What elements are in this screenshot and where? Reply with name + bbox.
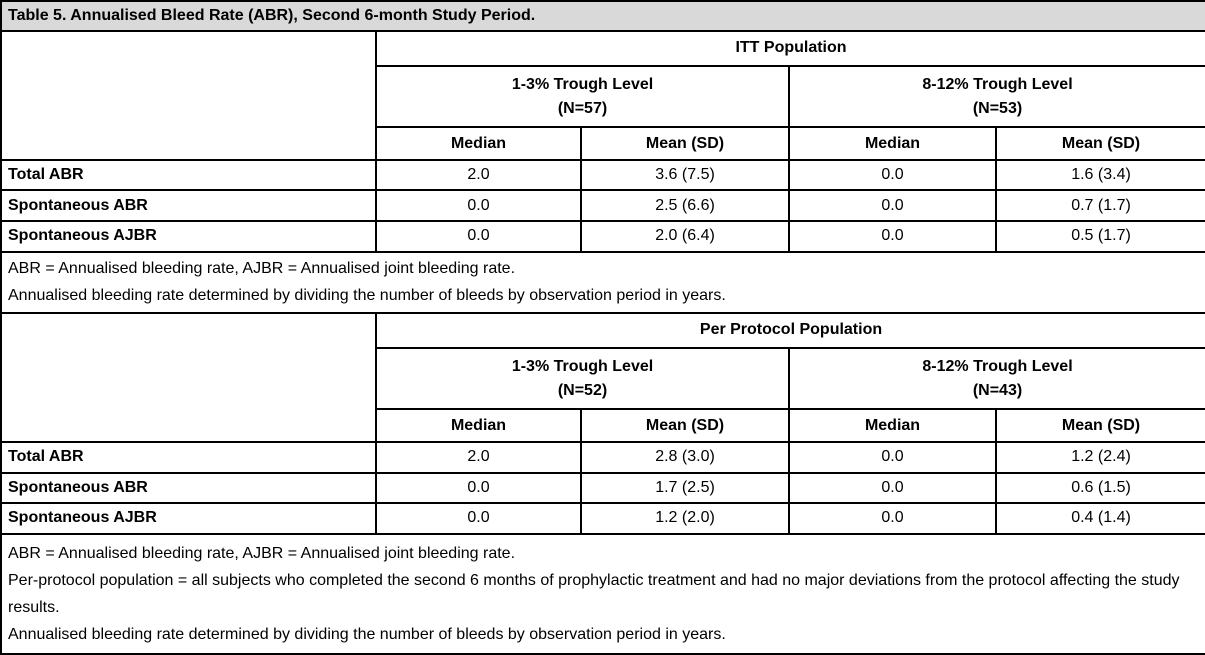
pp-footnote-row: [1, 534, 1205, 654]
itt-mean-2-header: Mean (SD): [996, 127, 1205, 160]
pp-footnote-method: Annualised bleeding rate determined by dividing the number of bleeds by observation period in years.: [8, 625, 726, 643]
itt-footnote-method: Annualised bleeding rate determined by dividing the number of bleeds by observation period in years.: [8, 287, 726, 305]
pp-footnote-cell: [1, 534, 1205, 654]
pp-spont-abr-label: Spontaneous ABR: [1, 473, 376, 504]
pp-mean-1-header: Mean (SD): [581, 409, 789, 442]
pp-trough-high-label: 8-12% Trough Level: [922, 357, 1073, 375]
itt-median-2-header: Median: [789, 127, 996, 160]
pp-footnote-population-definition: Per-protocol population = all subjects who completed the second 6 months of prophylactic treatment and had no major deviations from the protocol affecting the study results.: [8, 571, 1180, 616]
itt-mean-1-header: Mean (SD): [581, 127, 789, 160]
pp-spont-abr-mean-2: 0.6 (1.5): [996, 473, 1205, 504]
pp-footnote-abbreviations: ABR = Annualised bleeding rate, AJBR = Annualised joint bleeding rate.: [8, 544, 516, 562]
itt-total-abr-median-2: 0.0: [789, 160, 996, 191]
itt-total-abr-label: Total ABR: [1, 160, 376, 191]
itt-trough-low-n: (N=57): [557, 99, 608, 117]
pp-spont-abr-median-2: 0.0: [789, 473, 996, 504]
pp-trough-low-label: 1-3% Trough Level: [511, 357, 654, 375]
itt-total-abr-median-1: 2.0: [376, 160, 581, 191]
pp-median-1-header: Median: [376, 409, 581, 442]
itt-spont-abr-median-2: 0.0: [789, 190, 996, 221]
title-row: [1, 1, 1205, 31]
itt-spont-ajbr-median-2: 0.0: [789, 221, 996, 252]
pp-median-2-header: Median: [789, 409, 996, 442]
itt-spont-abr-mean-1: 2.5 (6.6): [581, 190, 789, 221]
itt-trough-low-header: [376, 66, 789, 127]
itt-trough-high-n: (N=53): [972, 99, 1023, 117]
itt-trough-low-label: 1-3% Trough Level: [511, 75, 654, 93]
itt-footnote-row: [1, 252, 1205, 313]
itt-total-abr-mean-2: 1.6 (3.4): [996, 160, 1205, 191]
pp-population-header: Per Protocol Population: [376, 313, 1205, 349]
table-row: [1, 503, 1205, 534]
itt-trough-high-label: 8-12% Trough Level: [922, 75, 1073, 93]
itt-spont-ajbr-median-1: 0.0: [376, 221, 581, 252]
pp-total-abr-median-2: 0.0: [789, 442, 996, 473]
pp-trough-low-n: (N=52): [557, 381, 608, 399]
table-row: [1, 160, 1205, 191]
pp-total-abr-label: Total ABR: [1, 442, 376, 473]
pp-stub-cell: [1, 313, 376, 442]
itt-spont-abr-median-1: 0.0: [376, 190, 581, 221]
pp-spont-abr-mean-1: 1.7 (2.5): [581, 473, 789, 504]
table-row: [1, 442, 1205, 473]
table-row: [1, 221, 1205, 252]
pp-spont-ajbr-median-2: 0.0: [789, 503, 996, 534]
pp-spont-ajbr-mean-1: 1.2 (2.0): [581, 503, 789, 534]
pp-total-abr-mean-1: 2.8 (3.0): [581, 442, 789, 473]
itt-total-abr-mean-1: 3.6 (7.5): [581, 160, 789, 191]
pp-spont-abr-median-1: 0.0: [376, 473, 581, 504]
itt-spont-abr-mean-2: 0.7 (1.7): [996, 190, 1205, 221]
table-row: [1, 473, 1205, 504]
pp-trough-low-header: [376, 348, 789, 409]
pp-total-abr-mean-2: 1.2 (2.4): [996, 442, 1205, 473]
table-row: [1, 190, 1205, 221]
itt-median-1-header: Median: [376, 127, 581, 160]
pp-mean-2-header: Mean (SD): [996, 409, 1205, 442]
pp-spont-ajbr-median-1: 0.0: [376, 503, 581, 534]
itt-trough-high-header: [789, 66, 1205, 127]
pp-spont-ajbr-label: Spontaneous AJBR: [1, 503, 376, 534]
pp-trough-high-n: (N=43): [972, 381, 1023, 399]
table-title: Table 5. Annualised Bleed Rate (ABR), Second 6-month Study Period.: [1, 1, 1205, 31]
itt-spont-ajbr-mean-1: 2.0 (6.4): [581, 221, 789, 252]
itt-footnote-cell: [1, 252, 1205, 313]
pp-total-abr-median-1: 2.0: [376, 442, 581, 473]
pp-population-row: [1, 313, 1205, 349]
itt-stub-cell: [1, 31, 376, 160]
pp-spont-ajbr-mean-2: 0.4 (1.4): [996, 503, 1205, 534]
itt-spont-ajbr-label: Spontaneous AJBR: [1, 221, 376, 252]
pp-trough-high-header: [789, 348, 1205, 409]
itt-spont-abr-label: Spontaneous ABR: [1, 190, 376, 221]
itt-population-row: [1, 31, 1205, 67]
itt-spont-ajbr-mean-2: 0.5 (1.7): [996, 221, 1205, 252]
itt-footnote-abbreviations: ABR = Annualised bleeding rate, AJBR = Annualised joint bleeding rate.: [8, 260, 516, 278]
itt-population-header: ITT Population: [376, 31, 1205, 67]
